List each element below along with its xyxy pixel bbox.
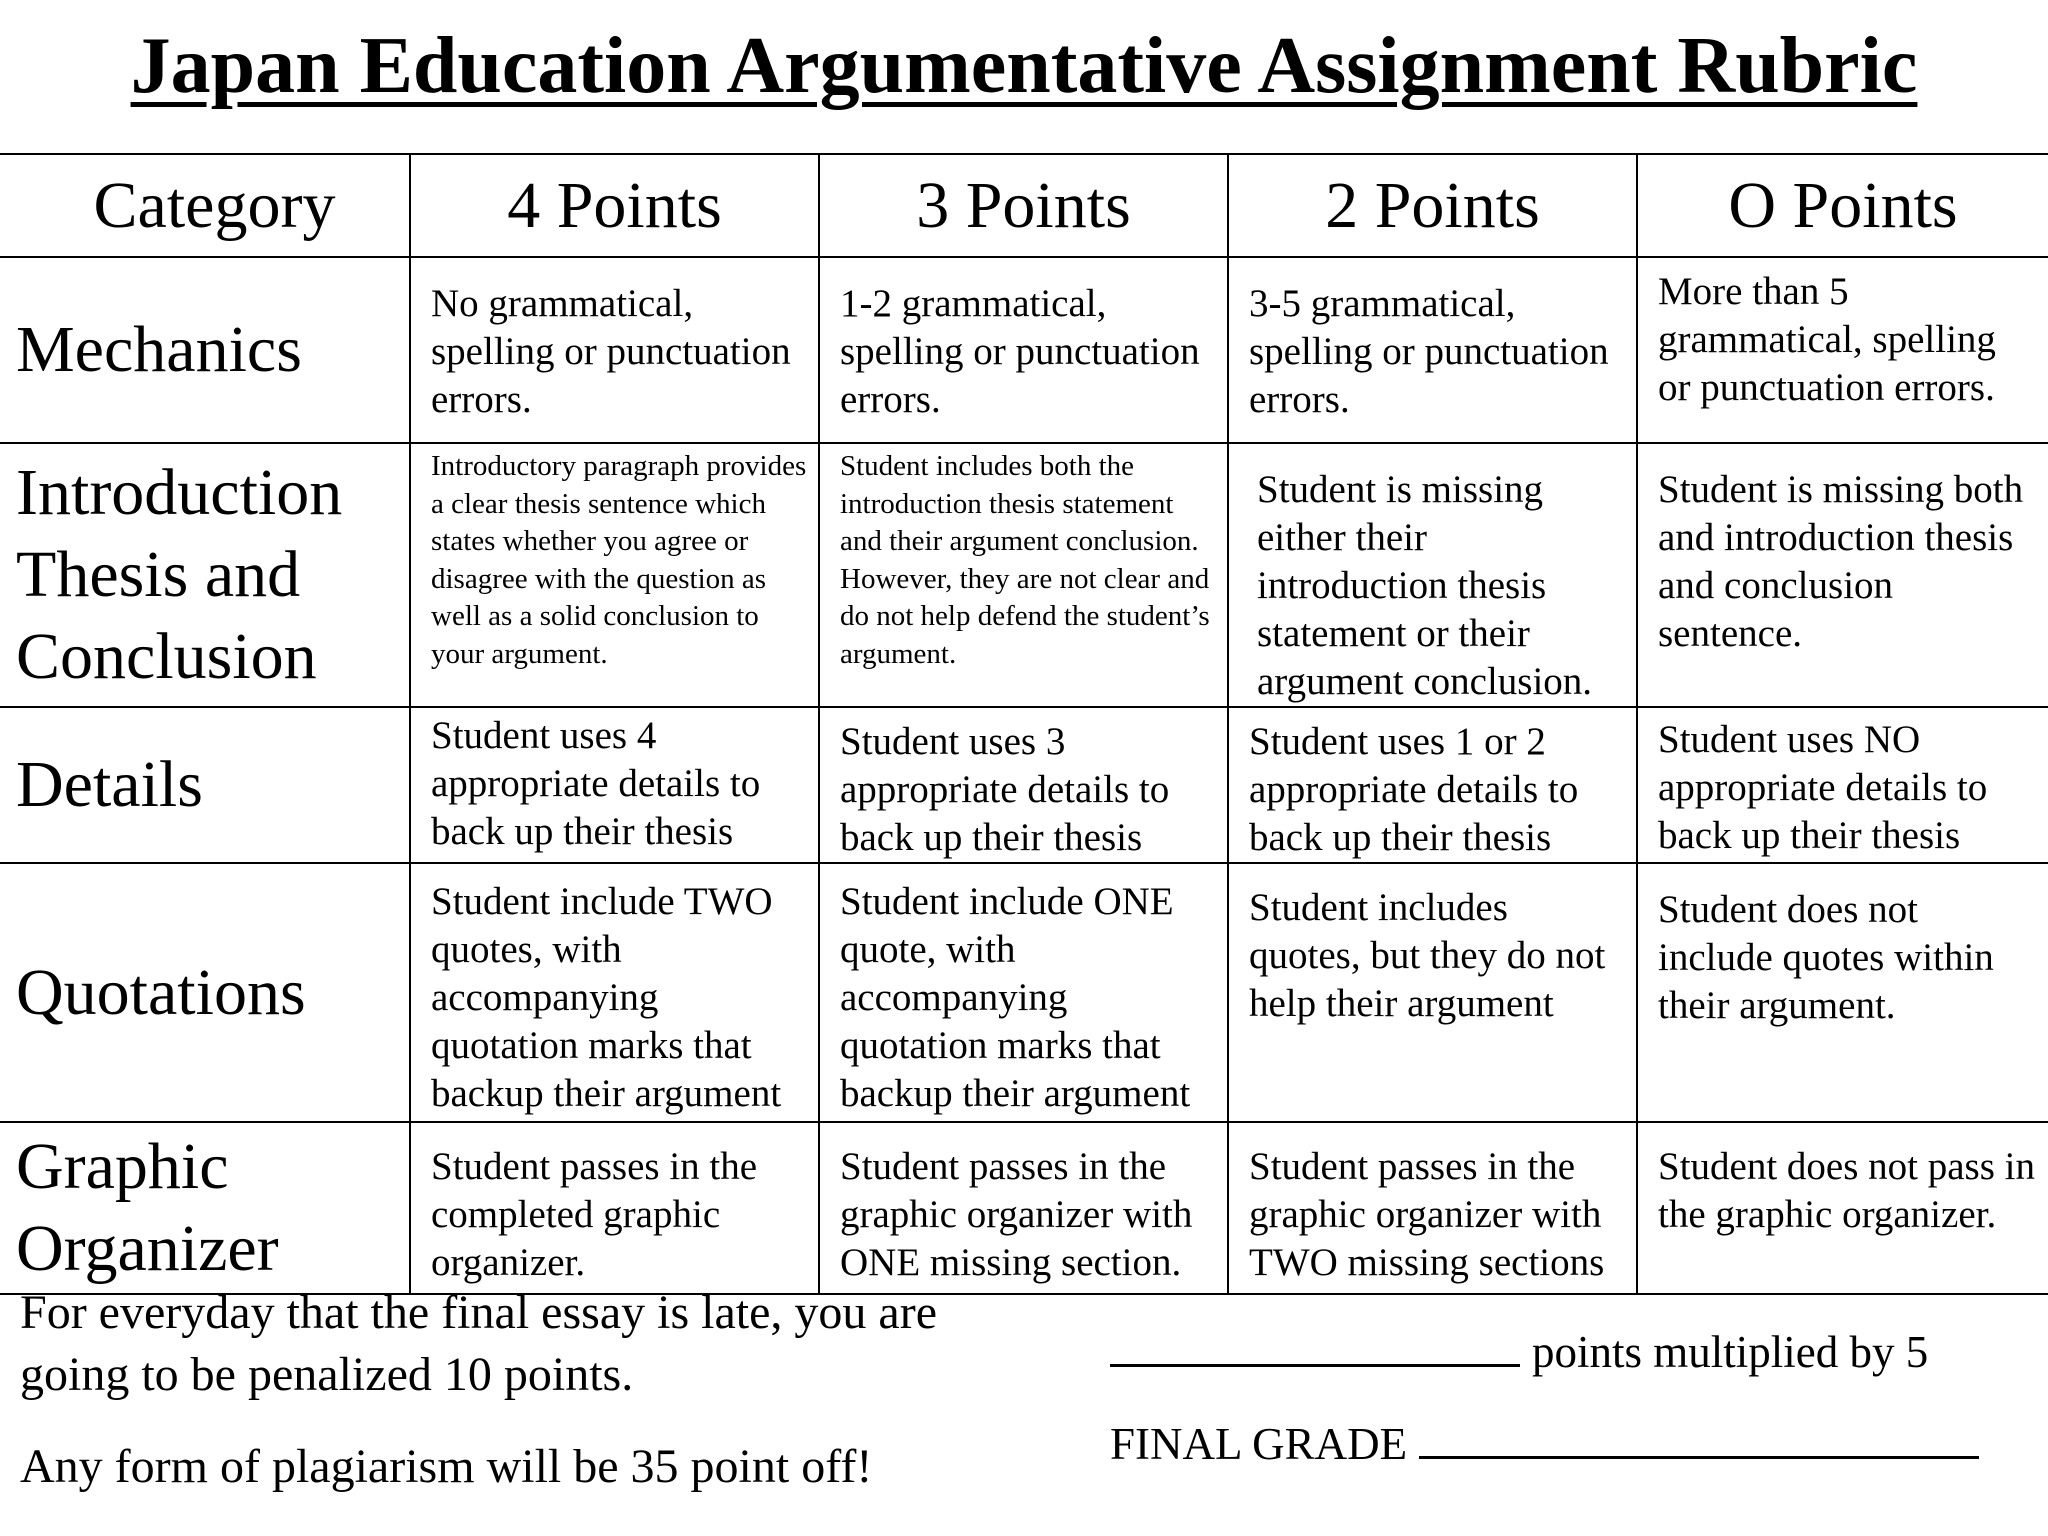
- graphic-organizer-4-points: Student passes in the completed graphic organizer.: [410, 1122, 819, 1294]
- header-category: Category: [0, 154, 410, 257]
- header-2-points: 2 Points: [1228, 154, 1637, 257]
- policy-notes: [20, 1282, 960, 1498]
- graphic-organizer-3-points: Student passes in the graphic organizer with ONE missing section.: [819, 1122, 1228, 1294]
- final-grade-blank[interactable]: [1419, 1456, 1979, 1459]
- points-blank[interactable]: [1110, 1364, 1520, 1367]
- category-details: Details: [0, 707, 410, 863]
- introduction-4-points: Introductory paragraph provides a clear thesis sentence which states whether you agree or disagree with the question as well as a solid conclusion to your argument.: [410, 443, 819, 707]
- introduction-0-points: Student is missing both and introduction thesis and conclusion sentence.: [1637, 443, 2048, 707]
- table-row-introduction: [0, 443, 2048, 707]
- details-4-points: Student uses 4 appropriate details to back up their thesis: [410, 707, 819, 863]
- header-0-points: O Points: [1637, 154, 2048, 257]
- table-row-mechanics: [0, 257, 2048, 443]
- header-3-points: 3 Points: [819, 154, 1228, 257]
- details-3-points: Student uses 3 appropriate details to back up their thesis: [819, 707, 1228, 863]
- graphic-organizer-0-points: Student does not pass in the graphic organizer.: [1637, 1122, 2048, 1294]
- category-introduction: Introduction Thesis and Conclusion: [0, 443, 410, 707]
- quotations-2-points: Student includes quotes, but they do not help their argument: [1228, 863, 1637, 1122]
- final-grade-label: FINAL GRADE: [1110, 1419, 1408, 1469]
- category-graphic-organizer: Graphic Organizer: [0, 1122, 410, 1294]
- introduction-3-points: Student includes both the introduction thesis statement and their argument conclusion. However, they are not clear and do not help defend the student’s argument.: [819, 443, 1228, 707]
- category-quotations: Quotations: [0, 863, 410, 1122]
- table-row-graphic-organizer: [0, 1122, 2048, 1294]
- late-policy-text: For everyday that the final essay is late, you are going to be penalized 10 points.: [20, 1286, 938, 1401]
- mechanics-2-points: 3-5 grammatical, spelling or punctuation errors.: [1228, 257, 1637, 443]
- rubric-table: [0, 153, 2048, 1295]
- grade-calculation: [1110, 1324, 1979, 1472]
- quotations-3-points: Student include ONE quote, with accompanying quotation marks that backup their argument: [819, 863, 1228, 1122]
- quotations-0-points: Student does not include quotes within their argument.: [1637, 863, 2048, 1122]
- quotations-4-points: Student include TWO quotes, with accompanying quotation marks that backup their argument: [410, 863, 819, 1122]
- details-2-points: Student uses 1 or 2 appropriate details to back up their thesis: [1228, 707, 1637, 863]
- category-mechanics: Mechanics: [0, 257, 410, 443]
- graphic-organizer-2-points: Student passes in the graphic organizer with TWO missing sections: [1228, 1122, 1637, 1294]
- points-line: [1110, 1324, 1979, 1380]
- details-0-points: Student uses NO appropriate details to back up their thesis: [1637, 707, 2048, 863]
- mechanics-3-points: 1-2 grammatical, spelling or punctuation errors.: [819, 257, 1228, 443]
- table-row-details: [0, 707, 2048, 863]
- mechanics-4-points: No grammatical, spelling or punctuation errors.: [410, 257, 819, 443]
- points-multiplied-label: points multiplied by 5: [1532, 1327, 1929, 1377]
- final-grade-line: [1110, 1416, 1979, 1472]
- mechanics-0-points: More than 5 grammatical, spelling or punctuation errors.: [1637, 257, 2048, 443]
- introduction-2-points: Student is missing either their introduction thesis statement or their argument conclusion.: [1228, 443, 1637, 707]
- table-row-quotations: [0, 863, 2048, 1122]
- page-title: Japan Education Argumentative Assignment Rubric: [130, 22, 1918, 110]
- plagiarism-text: Any form of plagiarism will be 35 point off!: [20, 1440, 873, 1493]
- header-4-points: 4 Points: [410, 154, 819, 257]
- header-row: [0, 154, 2048, 257]
